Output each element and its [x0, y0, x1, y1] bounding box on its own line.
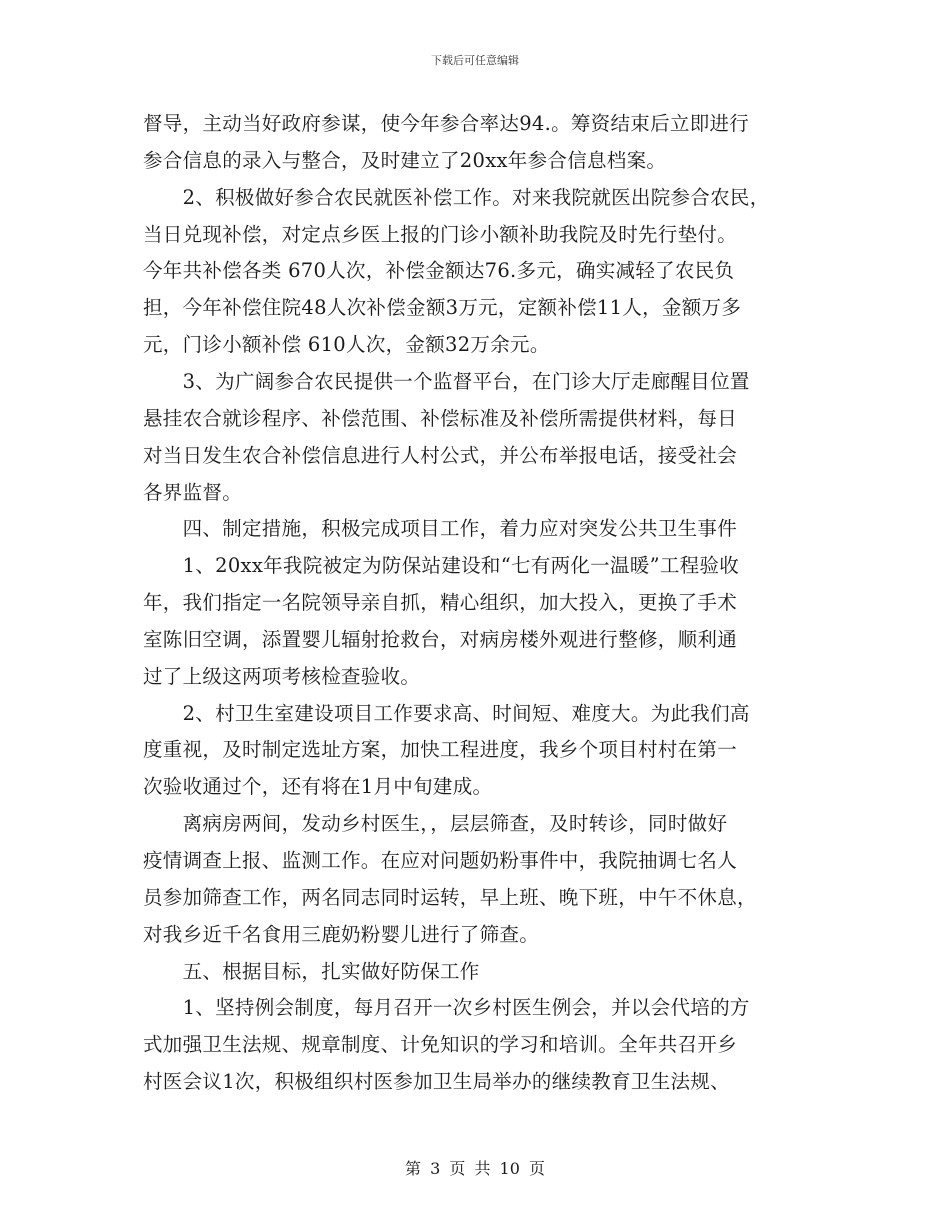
text-line: 对我乡近千名食用三鹿奶粉婴儿进行了筛查。 [143, 922, 540, 946]
text-line: 2、村卫生室建设项目工作要求高、时间短、难度大。为此我们高 [143, 701, 750, 725]
text-line: 对当日发生农合补偿信息进行人村公式，并公布举报电话，接受社会 [143, 443, 738, 467]
text-line: 参合信息的录入与整合，及时建立了20xx年参合信息档案。 [143, 148, 667, 172]
text-line: 村医会议1次，积极组织村医参加卫生局举办的继续教育卫生法规、 [143, 1070, 730, 1094]
text-line: 1、坚持例会制度，每月召开一次乡村医生例会，并以会代培的方 [143, 996, 750, 1020]
text-line: 五、根据目标，扎实做好防保工作 [143, 959, 480, 983]
text-line: 当日兑现补偿，对定点乡医上报的门诊小额补助我院及时先行垫付。 [143, 222, 738, 246]
text-line: 元，门诊小额补偿 610人次，金额32万余元。 [143, 333, 550, 357]
text-line: 次验收通过个，还有将在1月中旬建成。 [143, 775, 493, 799]
text-line: 1、20xx年我院被定为防保站建设和“七有两化一温暖”工程验收 [143, 554, 740, 578]
text-line: 度重视，及时制定选址方案，加快工程进度，我乡个项目村村在第一 [143, 738, 738, 762]
text-line: 今年共补偿各类 670人次，补偿金额达76.多元，确实减轻了农民负 [143, 259, 735, 283]
page-header: 下载后可任意编辑 [431, 54, 519, 67]
text-line: 督导，主动当好政府参谋，使今年参合率达94.。筹资结束后立即进行 [143, 112, 750, 135]
text-line: 3、为广阔参合农民提供一个监督平台，在门诊大厅走廊醒目位置 [143, 369, 750, 393]
text-line: 2、积极做好参合农民就医补偿工作。对来我院就医出院参合农民， [143, 185, 770, 209]
text-line: 离病房两间，发动乡村医生，，层层筛查，及时转诊，同时做好 [143, 812, 728, 836]
text-line: 过了上级这两项考核检查验收。 [143, 664, 421, 688]
text-line: 疫情调查上报、监测工作。在应对问题奶粉事件中，我院抽调七名人 [143, 849, 738, 872]
text-line: 年，我们指定一名院领导亲自抓，精心组织，加大投入，更换了手术 [143, 591, 738, 615]
text-line: 式加强卫生法规、规章制度、计免知识的学习和培训。全年共召开乡 [143, 1033, 738, 1057]
page-footer: 第 3 页 共 10 页 [405, 1159, 545, 1178]
text-line: 悬挂农合就诊程序、补偿范围、补偿标准及补偿所需提供材料，每日 [143, 406, 738, 430]
text-line: 室陈旧空调，添置婴儿辐射抢救台，对病房楼外观进行整修，顺利通 [143, 627, 738, 651]
text-line: 担，今年补偿住院48人次补偿金额3万元，定额补偿11人，金额万多 [143, 296, 742, 320]
text-line: 四、制定措施，积极完成项目工作，着力应对突发公共卫生事件 [143, 517, 738, 541]
text-line: 员参加筛查工作，两名同志同时运转，早上班、晚下班，中午不休息， [143, 885, 757, 909]
text-line: 各界监督。 [143, 480, 243, 504]
